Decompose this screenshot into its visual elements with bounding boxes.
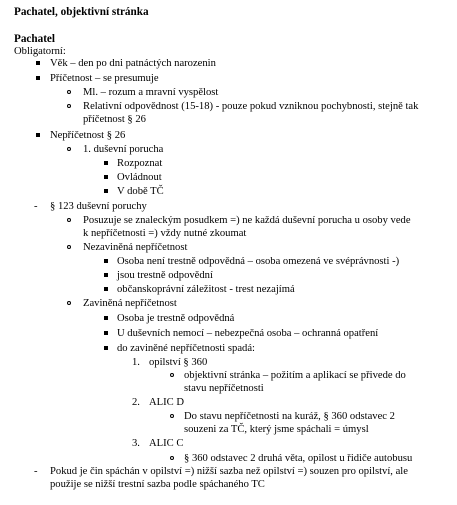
circle-bullet: [67, 301, 71, 305]
list-item-relative: Relativní odpovědnost (15-18) - pouze pokud vzniknou pochybnosti, stejně tak: [83, 101, 419, 112]
list-item-expert-cont: k nepříčetnosti =) vždy nutné zkoumat: [83, 228, 247, 239]
square-bullet: [104, 273, 108, 277]
square-bullet: [104, 331, 108, 335]
circle-bullet: [170, 414, 174, 418]
list-item-alicd: ALIC D: [149, 397, 185, 408]
list-item-mental-illness: U duševních nemocí – nebezpečná osoba – ochranná opatření: [117, 328, 379, 339]
list-item-drunk: Pokud je čin spáchán v opilství =) nižší sazba než opilství =) souzen pro opilství, ale: [50, 466, 408, 477]
square-bullet: [36, 61, 40, 65]
circle-bullet: [67, 245, 71, 249]
list-item-criminally-liable: Osoba je trestně odpovědná: [117, 313, 235, 324]
list-item-civil: občanskoprávní záležitost - trest nezajímá: [117, 284, 295, 295]
circle-bullet: [67, 147, 71, 151]
list-item-relative-cont: příčetnost § 26: [83, 114, 146, 125]
list-item-objective: objektivní stránka – požitím a aplikací se přivede do: [184, 370, 406, 381]
dash-bullet: -: [34, 201, 38, 212]
square-bullet: [104, 287, 108, 291]
list-item-age: Věk – den po dni patnáctých narozenin: [50, 58, 216, 69]
list-item-alicc: ALIC C: [149, 438, 184, 449]
list-item-sanity: Příčetnost – se presumuje: [50, 73, 159, 84]
square-bullet: [104, 161, 108, 165]
list-item-falls-under: do zaviněné nepříčetnosti spadá:: [117, 343, 255, 354]
list-item-drunkenness: opilství § 360: [149, 357, 208, 368]
number-bullet: 3.: [132, 438, 140, 449]
list-item-s123: § 123 duševní poruchy: [50, 201, 147, 212]
square-bullet: [104, 175, 108, 179]
list-item-expert: Posuzuje se znaleckým posudkem =) ne každá duševní porucha u osoby vede: [83, 215, 411, 226]
list-item-not-liable: Osoba není trestně odpovědná – osoba omezená ve svéprávnosti -): [117, 256, 400, 267]
square-bullet: [104, 316, 108, 320]
obligatory-label: Obligatorní:: [14, 46, 66, 57]
number-bullet: 1.: [132, 357, 140, 368]
list-item-into-state: Do stavu nepříčetnosti na kuráž, § 360 odstavec 2: [184, 411, 395, 422]
square-bullet: [104, 189, 108, 193]
list-item-culpable: Zaviněná nepříčetnost: [83, 298, 177, 309]
list-item-are-liable: jsou trestně odpovědní: [117, 270, 213, 281]
dash-bullet: -: [34, 466, 38, 477]
list-item-at-time: V době TČ: [117, 186, 164, 197]
section-heading: Pachatel: [14, 33, 56, 45]
circle-bullet: [67, 90, 71, 94]
circle-bullet: [170, 456, 174, 460]
list-item-unculpable: Nezaviněná nepříčetnost: [83, 242, 188, 253]
number-bullet: 2.: [132, 397, 140, 408]
list-item-mental-disorder: 1. duševní porucha: [83, 144, 164, 155]
list-item-recognize: Rozpoznat: [117, 158, 163, 169]
square-bullet: [36, 133, 40, 137]
list-item-drunk-cont: použije se nižší trestní sazba podle spáchaného TC: [50, 479, 265, 490]
circle-bullet: [67, 104, 71, 108]
square-bullet: [104, 346, 108, 350]
list-item-s360: § 360 odstavec 2 druhá věta, opilost u řidiče autobusu: [184, 453, 413, 464]
list-item-minor: Ml. – rozum a mravní vyspělost: [83, 87, 219, 98]
list-item-objective-cont: stavu nepříčetnosti: [184, 383, 264, 394]
list-item-control: Ovládnout: [117, 172, 162, 183]
list-item-into-state-cont: souzeni za TČ, který jsme spáchali = úmysl: [184, 424, 369, 435]
circle-bullet: [67, 218, 71, 222]
square-bullet: [104, 259, 108, 263]
square-bullet: [36, 76, 40, 80]
page-title: Pachatel, objektivní stránka: [14, 6, 149, 18]
list-item-insanity: Nepříčetnost § 26: [50, 130, 126, 141]
circle-bullet: [170, 373, 174, 377]
